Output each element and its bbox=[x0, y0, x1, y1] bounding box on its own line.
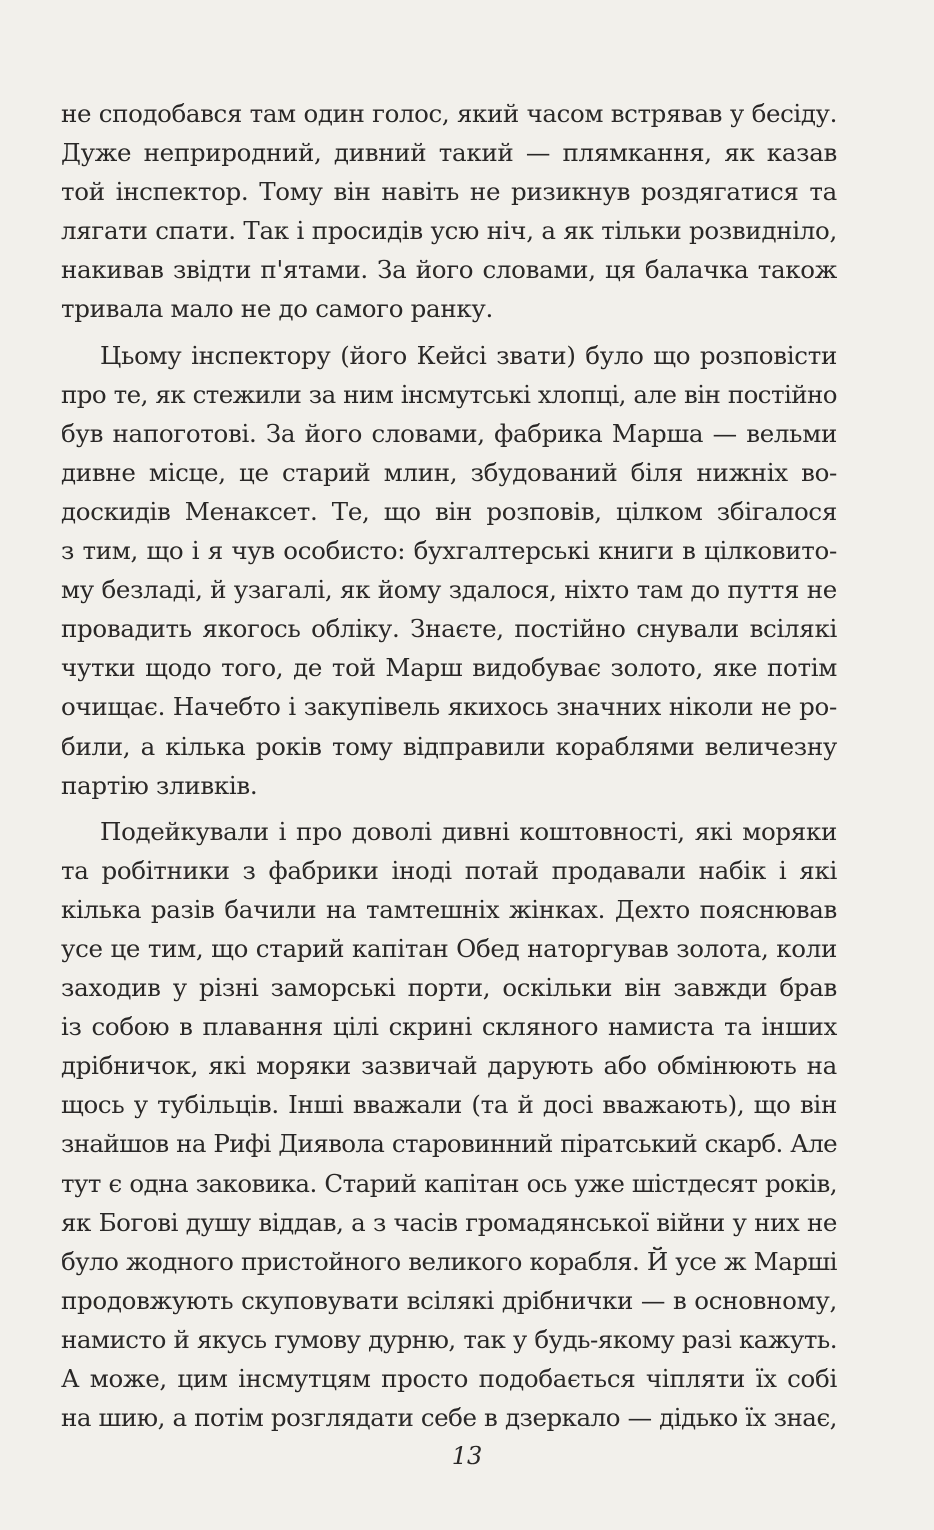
text-line: той інспектор. Тому він навіть не ризикнув роздягатися та bbox=[61, 177, 837, 207]
text-line: продовжують скуповувати всілякі дрібнички — в основному, bbox=[61, 1285, 837, 1315]
text-line: А може, цим інсмутцям просто подобається чіпляти їх собі bbox=[61, 1364, 837, 1393]
text-line: був напоготові. За його словами, фабрика Марша — вельми bbox=[61, 418, 837, 448]
text-line: Дуже неприродний, дивний такий — плямкання, як казав bbox=[61, 138, 837, 168]
text-line: тут є одна заковика. Старий капітан ось уже шістдесят років, bbox=[61, 1168, 837, 1198]
text-line: із собою в плавання цілі скрині скляного намиста та інших bbox=[61, 1012, 837, 1042]
text-line: партію зливків. bbox=[61, 770, 258, 800]
text-line: з тим, що і я чув особисто: бухгалтерські книги в цілковито- bbox=[61, 536, 837, 566]
text-line: як Богові душу віддав, а з часів громадянської війни у них не bbox=[61, 1207, 837, 1237]
text-line: усе це тим, що старий капітан Обед наторгував золота, коли bbox=[61, 933, 837, 963]
text-line: били, а кілька років тому відправили кораблями величезну bbox=[61, 731, 837, 761]
text-line: на шию, а потім розглядати себе в дзеркало — дідько їх знає, bbox=[61, 1403, 837, 1433]
text-line: очищає. Начебто і закупівель якихось значних ніколи не ро- bbox=[61, 692, 837, 722]
text-line: кілька разів бачили на тамтешніх жінках. Дехто пояснював bbox=[61, 894, 837, 924]
text-line: та робітники з фабрики іноді потай продавали набік і які bbox=[61, 855, 837, 885]
text-line: дивне місце, це старий млин, збудований біля нижніх во- bbox=[61, 457, 837, 487]
text-line: намисто й якусь гумову дурню, так у будь-якому разі кажуть. bbox=[61, 1324, 837, 1354]
text-line: провадить якогось обліку. Знаєте, постійно снували всілякі bbox=[61, 614, 837, 644]
body-text bbox=[61, 94, 837, 1437]
text-line: щось у тубільців. Інші вважали (та й досі вважають), що він bbox=[61, 1090, 837, 1120]
text-line: заходив у різні заморські порти, оскільки він завжди брав bbox=[61, 973, 837, 1003]
text-line: Подейкували і про доволі дивні коштовності, які моряки bbox=[100, 816, 837, 846]
text-line: Цьому інспектору (його Кейсі звати) було що розповісти bbox=[100, 340, 837, 370]
text-line: не сподобався там один голос, який часом встрявав у бесіду. bbox=[61, 99, 837, 128]
text-line: знайшов на Рифі Диявола старовинний піратський скарб. Але bbox=[61, 1129, 837, 1159]
text-line: дрібничок, які моряки зазвичай дарують або обмінюють на bbox=[61, 1051, 837, 1081]
text-line: му безладі, й узагалі, як йому здалося, ніхто там до пуття не bbox=[61, 575, 837, 605]
page-number: 13 bbox=[451, 1442, 483, 1470]
text-line: лягати спати. Так і просидів усю ніч, а як тільки розвиднілo, bbox=[61, 216, 837, 246]
text-line: про те, як стежили за ним інсмутські хлопці, але він постійно bbox=[61, 379, 837, 409]
text-line: накивав звідти п'ятами. За його словами, ця балачка також bbox=[61, 255, 837, 285]
text-line: тривала мало не до самого ранку. bbox=[61, 294, 493, 324]
text-line: доскидів Менаксет. Те, що він розповів, цілком збігалося bbox=[61, 496, 837, 526]
text-line: було жодного пристойного великого корабля. Й усе ж Марші bbox=[61, 1246, 837, 1276]
text-line: чутки щодо того, де той Марш видобуває золото, яке потім bbox=[61, 653, 837, 683]
